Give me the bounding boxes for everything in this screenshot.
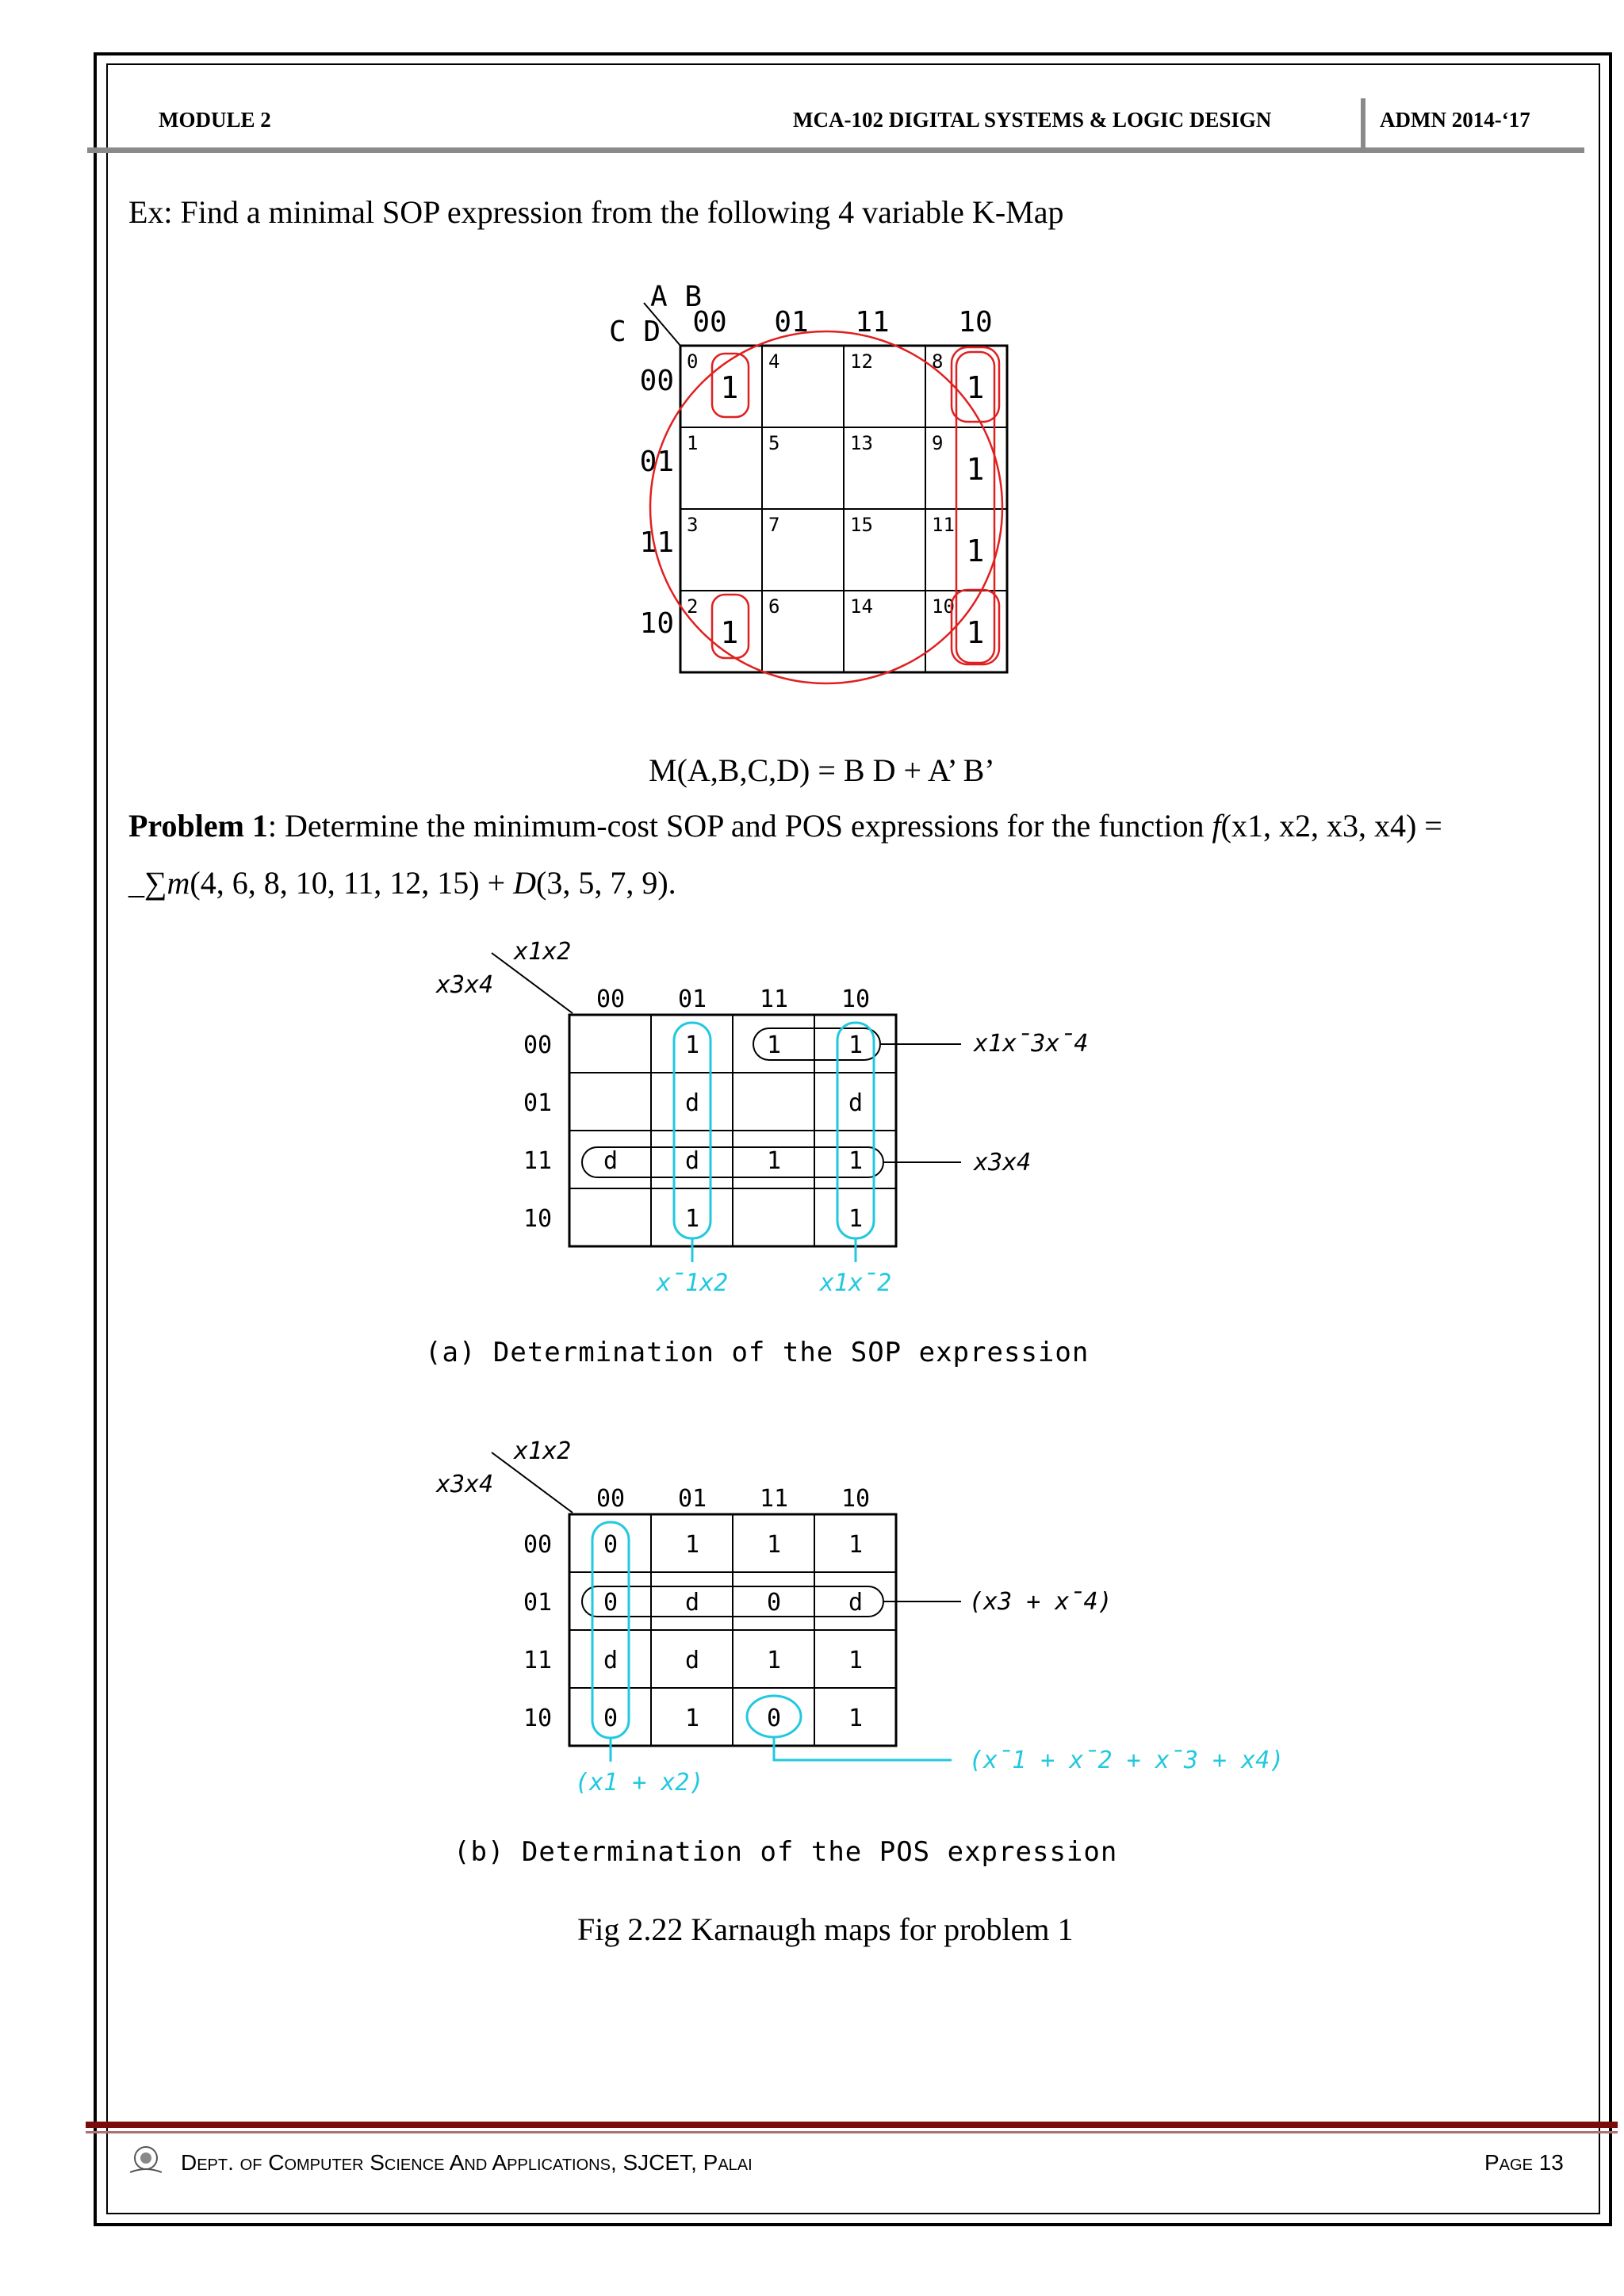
sop-col-header: 00 — [596, 985, 626, 1013]
kmap-row-header: 11 — [639, 526, 674, 559]
sop-row-header: 01 — [523, 1089, 553, 1117]
pos-cell: d — [684, 1647, 700, 1674]
sop-term-right-top: x1x̄3x̄4 — [974, 1030, 1089, 1058]
pos-col-var: x1x2 — [514, 1437, 572, 1465]
kmap-cell-index: 0 — [687, 350, 699, 373]
sop-col-header: 11 — [759, 985, 789, 1013]
sop-cell: 1 — [848, 1205, 864, 1233]
kmap-group-circle — [650, 331, 1002, 683]
kmap-cell-value: 1 — [966, 370, 985, 405]
kmap-cell-index: 14 — [850, 595, 873, 618]
kmap-col-header: 00 — [692, 306, 727, 339]
problem-line-2 — [128, 864, 676, 901]
sop-term-right-mid: x3x4 — [974, 1149, 1032, 1177]
kmap-cell-index: 3 — [687, 514, 699, 536]
pos-cell: d — [848, 1589, 864, 1617]
figure-caption: Fig 2.22 Karnaugh maps for problem 1 — [577, 1911, 1074, 1947]
sop-cell: d — [848, 1089, 864, 1117]
example-intro: Ex: Find a minimal SOP expression from the following 4 variable K-Map — [128, 194, 1064, 230]
problem-terms: (4, 6, 8, 10, 11, 12, 15) + — [190, 865, 514, 901]
pos-cell: 0 — [766, 1589, 782, 1617]
pos-cell: 1 — [766, 1647, 782, 1674]
pos-row-header: 11 — [523, 1647, 553, 1674]
problem-m: m — [167, 865, 190, 901]
header-separator — [1361, 98, 1365, 151]
kmap-cell-value: 1 — [720, 370, 739, 405]
example-result: M(A,B,C,D) = B D + A’ B’ — [649, 752, 995, 788]
sop-term-bottom-left: x̄1x2 — [656, 1269, 729, 1297]
kmap-cell-index: 7 — [768, 514, 780, 536]
sop-cell: 1 — [848, 1031, 864, 1059]
footer-rule — [86, 2122, 1618, 2128]
header-rule — [87, 147, 1584, 153]
kmap-cell-index: 9 — [932, 432, 944, 454]
sop-cell: 1 — [766, 1031, 782, 1059]
pos-cell: 1 — [766, 1531, 782, 1559]
kmap-cell-value: 1 — [966, 452, 985, 487]
pos-cell: 0 — [603, 1705, 619, 1732]
example-kmap — [587, 270, 1078, 698]
footer-dept: Dept. of Computer Science And Applications, SJCET, Palai — [181, 2150, 753, 2175]
sop-cell: 1 — [848, 1147, 864, 1175]
kmap-row-header: 00 — [639, 365, 674, 397]
sop-row-header: 11 — [523, 1147, 553, 1175]
problem-text: : Determine the minimum-cost SOP and POS expressions for the function — [267, 808, 1212, 844]
problem-sum: _∑ — [128, 865, 167, 901]
kmap-cell-index: 13 — [850, 432, 873, 454]
pos-cell: 1 — [848, 1647, 864, 1674]
header-batch: ADMN 2014-‘17 — [1380, 108, 1530, 132]
problem-line-1 — [128, 807, 1442, 844]
kmap-cell-index: 12 — [850, 350, 873, 373]
sop-cell: d — [603, 1147, 619, 1175]
pos-col-header: 00 — [596, 1485, 626, 1513]
problem-label: Problem 1 — [128, 808, 268, 844]
kmap-cell-value: 1 — [966, 534, 985, 568]
sop-col-var: x1x2 — [514, 938, 572, 966]
pos-cell: 1 — [848, 1705, 864, 1732]
kmap-cell-index: 10 — [932, 595, 955, 618]
pos-row-header: 10 — [523, 1705, 553, 1732]
sop-caption: (a) Determination of the SOP expression — [425, 1337, 1090, 1368]
header-course: MCA-102 DIGITAL SYSTEMS & LOGIC DESIGN — [793, 108, 1272, 132]
kmap-cell-index: 2 — [687, 595, 699, 618]
pos-cell: 1 — [684, 1531, 700, 1559]
kmap-corner-top: A B — [650, 281, 703, 313]
sop-cell: 1 — [684, 1031, 700, 1059]
pos-cell: 0 — [603, 1531, 619, 1559]
sop-col-header: 01 — [677, 985, 707, 1013]
pos-cell: d — [603, 1647, 619, 1674]
pos-row-header: 00 — [523, 1531, 553, 1559]
problem-dc: (3, 5, 7, 9). — [536, 865, 676, 901]
sop-kmap — [428, 936, 1158, 1316]
college-logo-icon — [127, 2144, 165, 2175]
kmap-cell-value: 1 — [720, 615, 739, 650]
pos-cell: 0 — [766, 1705, 782, 1732]
pos-row-header: 01 — [523, 1589, 553, 1617]
sop-row-var: x3x4 — [436, 971, 494, 999]
footer-rule-thin — [86, 2131, 1618, 2133]
pos-cell: d — [684, 1589, 700, 1617]
kmap-cell-value: 1 — [966, 615, 985, 650]
kmap-row-header: 01 — [639, 446, 674, 478]
sop-cell: d — [684, 1147, 700, 1175]
pos-col-header: 10 — [841, 1485, 871, 1513]
pos-cell: 1 — [684, 1705, 700, 1732]
pos-term-right-cyan: (x̄1 + x̄2 + x̄3 + x4) — [969, 1747, 1285, 1774]
problem-func-f: f — [1212, 808, 1221, 844]
sop-row-header: 10 — [523, 1205, 553, 1233]
footer-page: Page 13 — [1484, 2150, 1564, 2175]
kmap-cell-index: 1 — [687, 432, 699, 454]
problem-func-args: (x1, x2, x3, x4) = — [1220, 808, 1442, 844]
pos-row-var: x3x4 — [436, 1471, 494, 1498]
sop-row-header: 00 — [523, 1031, 553, 1059]
header-module: MODULE 2 — [159, 108, 271, 132]
pos-term-right: (x3 + x̄4) — [969, 1588, 1113, 1616]
pos-caption: (b) Determination of the POS expression — [454, 1836, 1118, 1868]
sop-term-bottom-right: x1x̄2 — [819, 1269, 892, 1297]
kmap-cell-index: 8 — [932, 350, 944, 373]
kmap-corner-left: C D — [609, 316, 661, 348]
pos-col-header: 01 — [677, 1485, 707, 1513]
kmap-cell-index: 5 — [768, 432, 780, 454]
pos-col-header: 11 — [759, 1485, 789, 1513]
pos-kmap — [428, 1435, 1300, 1816]
kmap-cell-index: 11 — [932, 514, 955, 536]
kmap-cell-index: 15 — [850, 514, 873, 536]
pos-cell: 0 — [603, 1589, 619, 1617]
kmap-col-header: 01 — [774, 306, 809, 339]
problem-D: D — [513, 865, 537, 901]
kmap-row-header: 10 — [639, 607, 674, 640]
kmap-cell-index: 6 — [768, 595, 780, 618]
kmap-col-header: 11 — [855, 306, 890, 339]
sop-col-header: 10 — [841, 985, 871, 1013]
kmap-cell-index: 4 — [768, 350, 780, 373]
kmap-col-header: 10 — [958, 306, 993, 339]
sop-cell: d — [684, 1089, 700, 1117]
pos-term-bottom: (x1 + x2) — [575, 1769, 704, 1797]
sop-cell: 1 — [684, 1205, 700, 1233]
pos-cell: 1 — [848, 1531, 864, 1559]
sop-cell: 1 — [766, 1147, 782, 1175]
